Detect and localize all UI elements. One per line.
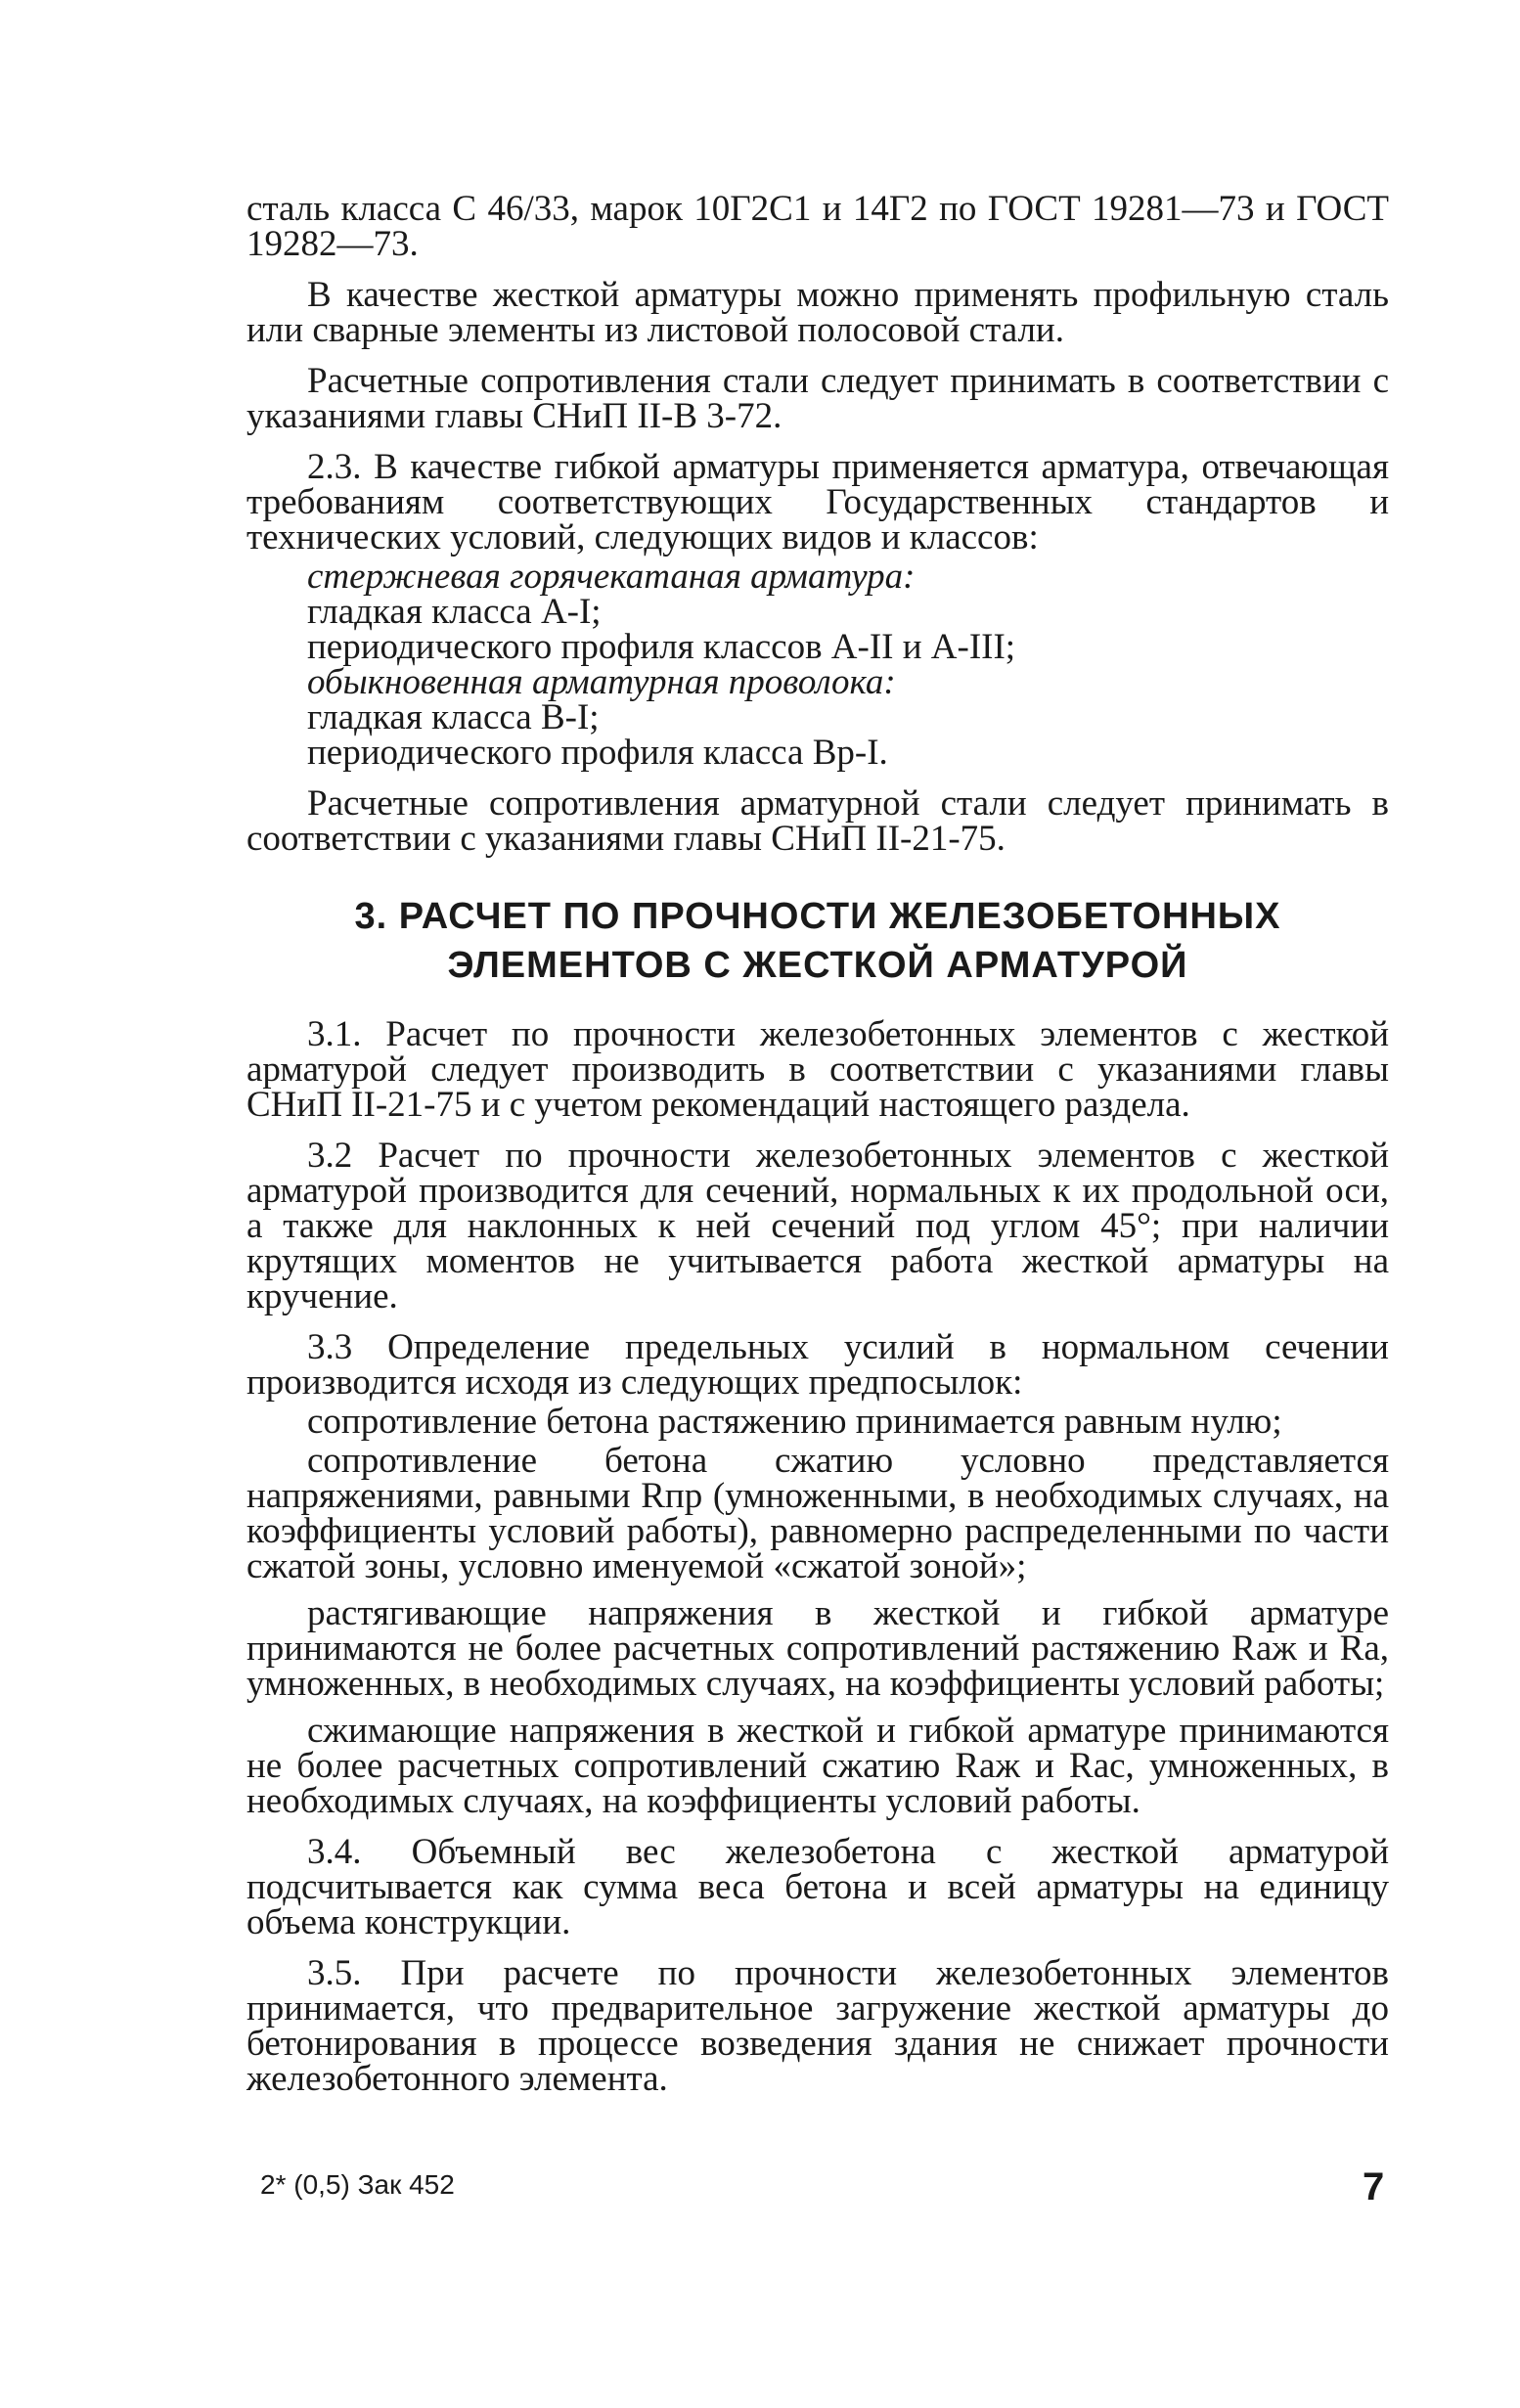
section-3-heading bbox=[246, 892, 1389, 990]
paragraph-assumption-tension: сопротивление бетона растяжению принимается равным нулю; bbox=[307, 1402, 1282, 1442]
list-item: периодического профиля класса Вр-I. bbox=[307, 733, 888, 773]
paragraph-3-3: 3.3 Определение предельных усилий в нормальном сечении производится исходя из следующих предпосылок: bbox=[246, 1327, 1389, 1403]
paragraph-rebar-resistance: Расчетные сопротивления арматурной стали следует принимать в соответствии с указаниями главы СНиП II-21-75. bbox=[246, 783, 1389, 859]
paragraph-3-4: 3.4. Объемный вес железобетона с жесткой арматурой подсчитывается как сумма веса бетона и всей арматуры на единицу объема конструкции. bbox=[246, 1832, 1389, 1942]
list-item: гладкая класса А-I; bbox=[307, 592, 602, 632]
list-item: гладкая класса В-I; bbox=[307, 697, 600, 737]
page-number: 7 bbox=[1363, 2165, 1385, 2208]
list-item: стержневая горячекатаная арматура: bbox=[307, 557, 916, 597]
print-imprint: 2* (0,5) Зак 452 bbox=[260, 2169, 455, 2200]
paragraph-assumption-tensile-stress: растягивающие напряжения в жесткой и гибкой арматуре принимаются не более расчетных сопротивлений растяжению Rаж и Rа, умноженных, в необходимых случаях, на коэффициенты условий работы; bbox=[246, 1593, 1389, 1704]
section-3-text bbox=[246, 1014, 1389, 2113]
paragraph-steel-grades: сталь класса С 46/33, марок 10Г2С1 и 14Г2 по ГОСТ 19281—73 и ГОСТ 19282—73. bbox=[246, 189, 1389, 264]
paragraph-3-2: 3.2 Расчет по прочности железобетонных элементов с жесткой арматурой производится для сечений, нормальных к их продольной оси, а также для наклонных к ней сечений под углом 45°; при наличии крутящих моментов не учитывается работа жесткой арматуры на кручение. bbox=[246, 1136, 1389, 1316]
reinforcement-types-list bbox=[246, 559, 1389, 771]
paragraph-rigid-reinforcement: В качестве жесткой арматуры можно применять профильную сталь или сварные элементы из листовой полосовой стали. bbox=[246, 275, 1389, 350]
paragraph-assumption-compression: сопротивление бетона сжатию условно представляется напряжениями, равными Rпр (умноженными, в необходимых случаях, на коэффициенты условий работы), равномерно распределенными по части сжатой зоны, условно именуемой «сжатой зоной»; bbox=[246, 1441, 1389, 1586]
heading-line: 3. РАСЧЕТ ПО ПРОЧНОСТИ ЖЕЛЕЗОБЕТОННЫХ bbox=[354, 896, 1281, 937]
section-2-text bbox=[246, 189, 1389, 872]
paragraph-3-5: 3.5. При расчете по прочности железобетонных элементов принимается, что предварительное загружение жесткой арматуры до бетонирования в процессе возведения здания не снижает прочности железобетонного элемента. bbox=[246, 1953, 1389, 2099]
paragraph-2-3: 2.3. В качестве гибкой арматуры применяется арматура, отвечающая требованиям соответствующих Государственных стандартов и технических условий, следующих видов и классов: bbox=[246, 447, 1389, 557]
paragraph-3-1: 3.1. Расчет по прочности железобетонных элементов с жесткой арматурой следует производить в соответствии с указаниями главы СНиП II-21-75 и с учетом рекомендаций настоящего раздела. bbox=[246, 1014, 1389, 1125]
paragraph-assumption-compressive-stress: сжимающие напряжения в жесткой и гибкой арматуре принимаются не более расчетных сопротивлений сжатию Rаж и Rас, умноженных, в необходимых случаях, на коэффициенты условий работы. bbox=[246, 1711, 1389, 1821]
list-item: обыкновенная арматурная проволока: bbox=[307, 662, 896, 702]
list-item: периодического профиля классов А-II и А-III; bbox=[307, 627, 1016, 667]
paragraph-steel-resistance: Расчетные сопротивления стали следует принимать в соответствии с указаниями главы СНиП II-В 3-72. bbox=[246, 361, 1389, 436]
heading-line: ЭЛЕМЕНТОВ С ЖЕСТКОЙ АРМАТУРОЙ bbox=[447, 945, 1188, 986]
